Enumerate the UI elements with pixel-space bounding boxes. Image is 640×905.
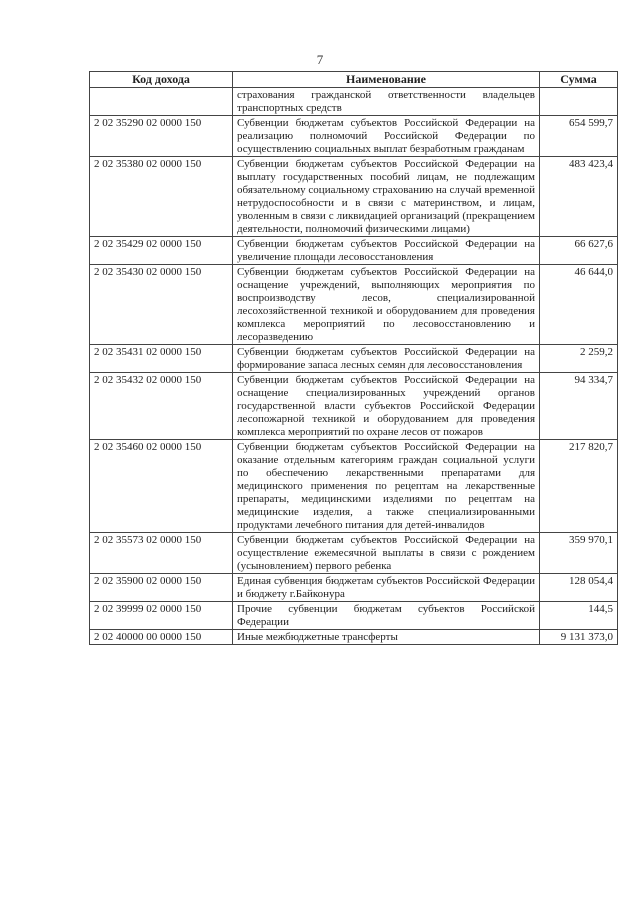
income-name-cell: Субвенции бюджетам субъектов Российской Федерации на осуществление ежемесячной выплаты в связи с рождением (усыновлением) первого ребенка bbox=[233, 533, 540, 574]
income-code-cell: 2 02 35900 02 0000 150 bbox=[90, 574, 233, 602]
income-sum-cell: 217 820,7 bbox=[540, 440, 618, 533]
income-name-cell: Субвенции бюджетам субъектов Российской Федерации на оснащение специализированных учреждений органов государственной власти субъектов Российской Федерации лесопожарной техникой и оборудованием для проведения комплекса мероприятий по охране лесов от пожаров bbox=[233, 373, 540, 440]
income-name-cell: Прочие субвенции бюджетам субъектов Российской Федерации bbox=[233, 602, 540, 630]
table-row bbox=[90, 533, 618, 574]
income-code-cell: 2 02 35431 02 0000 150 bbox=[90, 345, 233, 373]
income-code-cell: 2 02 35573 02 0000 150 bbox=[90, 533, 233, 574]
table-row bbox=[90, 345, 618, 373]
income-name-cell: Субвенции бюджетам субъектов Российской Федерации на оказание отдельным категориям граждан социальной услуги по обеспечению лекарственными препаратами для медицинского применения по рецептам на лекарственные препараты, медицинскими изделиями по рецептам на медицинские изделия, а также специализированными продуктами лечебного питания для детей-инвалидов bbox=[233, 440, 540, 533]
income-sum-cell: 359 970,1 bbox=[540, 533, 618, 574]
income-name-cell: Субвенции бюджетам субъектов Российской Федерации на выплату государственных пособий лицам, не подлежащим обязательному социальному страхованию на случай временной нетрудоспособности и в связи с материнством, и лицам, уволенным в связи с ликвидацией организаций (прекращением деятельности, полномочий физическими лицами) bbox=[233, 157, 540, 237]
income-sum-cell: 66 627,6 bbox=[540, 237, 618, 265]
income-code-cell: 2 02 35290 02 0000 150 bbox=[90, 116, 233, 157]
table-row bbox=[90, 157, 618, 237]
income-sum-cell: 483 423,4 bbox=[540, 157, 618, 237]
income-sum-cell: 9 131 373,0 bbox=[540, 630, 618, 645]
income-sum-cell: 144,5 bbox=[540, 602, 618, 630]
column-header-sum: Сумма bbox=[540, 72, 618, 88]
income-code-cell: 2 02 35429 02 0000 150 bbox=[90, 237, 233, 265]
income-sum-cell: 2 259,2 bbox=[540, 345, 618, 373]
table-row bbox=[90, 237, 618, 265]
table-body bbox=[90, 88, 618, 645]
income-code-cell: 2 02 35380 02 0000 150 bbox=[90, 157, 233, 237]
income-name-cell: Единая субвенция бюджетам субъектов Российской Федерации и бюджету г.Байконура bbox=[233, 574, 540, 602]
income-name-cell: Субвенции бюджетам субъектов Российской Федерации на увеличение площади лесовосстановления bbox=[233, 237, 540, 265]
page-number: 7 bbox=[316, 52, 324, 67]
table-header-row bbox=[90, 72, 618, 88]
income-name-cell: Субвенции бюджетам субъектов Российской Федерации на оснащение учреждений, выполняющих мероприятия по воспроизводству лесов, специализированной лесохозяйственной техникой и оборудованием для проведения комплекса мероприятий по лесовосстановлению и лесоразведению bbox=[233, 265, 540, 345]
income-sum-cell: 94 334,7 bbox=[540, 373, 618, 440]
income-code-cell: 2 02 35430 02 0000 150 bbox=[90, 265, 233, 345]
income-sum-cell: 128 054,4 bbox=[540, 574, 618, 602]
income-name-cell: Иные межбюджетные трансферты bbox=[233, 630, 540, 645]
income-name-cell: Субвенции бюджетам субъектов Российской Федерации на формирование запаса лесных семян для лесовосстановления bbox=[233, 345, 540, 373]
table-row bbox=[90, 116, 618, 157]
income-code-cell: 2 02 39999 02 0000 150 bbox=[90, 602, 233, 630]
income-name-cell: Субвенции бюджетам субъектов Российской Федерации на реализацию полномочий Российской Федерации по осуществлению социальных выплат безработным гражданам bbox=[233, 116, 540, 157]
table-row bbox=[90, 602, 618, 630]
column-header-code: Код дохода bbox=[90, 72, 233, 88]
table-row bbox=[90, 373, 618, 440]
table-row bbox=[90, 440, 618, 533]
table-row bbox=[90, 88, 618, 116]
income-sum-cell bbox=[540, 88, 618, 116]
income-code-cell: 2 02 40000 00 0000 150 bbox=[90, 630, 233, 645]
income-code-cell: 2 02 35432 02 0000 150 bbox=[90, 373, 233, 440]
table-row bbox=[90, 574, 618, 602]
income-name-cell: страхования гражданской ответственности владельцев транспортных средств bbox=[233, 88, 540, 116]
income-sum-cell: 654 599,7 bbox=[540, 116, 618, 157]
column-header-name: Наименование bbox=[233, 72, 540, 88]
income-code-cell bbox=[90, 88, 233, 116]
revenue-table bbox=[89, 71, 618, 645]
income-code-cell: 2 02 35460 02 0000 150 bbox=[90, 440, 233, 533]
income-sum-cell: 46 644,0 bbox=[540, 265, 618, 345]
table-row bbox=[90, 265, 618, 345]
table-row bbox=[90, 630, 618, 645]
